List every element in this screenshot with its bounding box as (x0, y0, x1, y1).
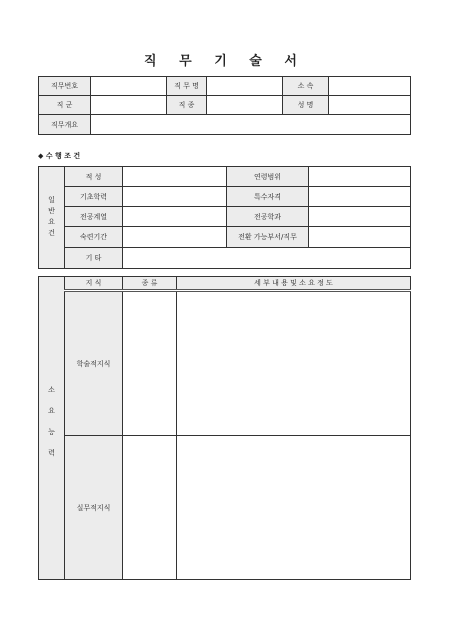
label-name: 성 명 (283, 96, 329, 115)
field-job-group[interactable] (91, 96, 167, 115)
label-academic-knowledge: 학술적지식 (65, 291, 123, 436)
field-other[interactable] (123, 248, 411, 269)
field-education[interactable] (123, 187, 227, 207)
label-other: 기 타 (65, 248, 123, 269)
label-job-name: 직 무 명 (167, 77, 207, 96)
field-age-range[interactable] (309, 167, 411, 187)
label-major-dept: 전공학과 (227, 207, 309, 227)
info-table (38, 76, 411, 135)
label-job-group: 직 군 (39, 96, 91, 115)
field-academic-detail[interactable] (177, 291, 411, 436)
required-ability-table (38, 276, 411, 580)
label-job-type: 직 종 (167, 96, 207, 115)
document-title: 직 무 기 술 서 (144, 54, 306, 69)
label-major-field: 전공계열 (65, 207, 123, 227)
field-job-type[interactable] (207, 96, 283, 115)
label-training-period: 숙련기간 (65, 227, 123, 248)
header-type: 종 류 (123, 277, 177, 291)
field-academic-type[interactable] (123, 291, 177, 436)
section-title: ◆ 수 행 조 건 (38, 152, 81, 160)
field-transfer[interactable] (309, 227, 411, 248)
label-practical-knowledge: 실무적지식 (65, 436, 123, 580)
label-transfer: 전환 가능부서/직무 (227, 227, 309, 248)
label-job-summary: 직무개요 (39, 115, 91, 135)
field-practical-type[interactable] (123, 436, 177, 580)
header-detail: 세 부 내 용 및 소 요 정 도 (177, 277, 411, 291)
field-job-number[interactable] (91, 77, 167, 96)
field-job-summary[interactable] (91, 115, 411, 135)
label-job-number: 직무번호 (39, 77, 91, 96)
label-aptitude: 적 성 (65, 167, 123, 187)
field-training-period[interactable] (123, 227, 227, 248)
label-education: 기초학력 (65, 187, 123, 207)
field-practical-detail[interactable] (177, 436, 411, 580)
field-major-dept[interactable] (309, 207, 411, 227)
ability-side-label: 소요능력 (39, 277, 65, 580)
field-major-field[interactable] (123, 207, 227, 227)
label-department: 소 속 (283, 77, 329, 96)
field-aptitude[interactable] (123, 167, 227, 187)
field-special-qual[interactable] (309, 187, 411, 207)
label-age-range: 연령범위 (227, 167, 309, 187)
label-special-qual: 특수자격 (227, 187, 309, 207)
general-side-label: 일반요건 (39, 167, 65, 269)
header-knowledge: 지 식 (65, 277, 123, 291)
field-job-name[interactable] (207, 77, 283, 96)
field-department[interactable] (329, 77, 411, 96)
general-requirements-table (38, 166, 411, 269)
field-name[interactable] (329, 96, 411, 115)
